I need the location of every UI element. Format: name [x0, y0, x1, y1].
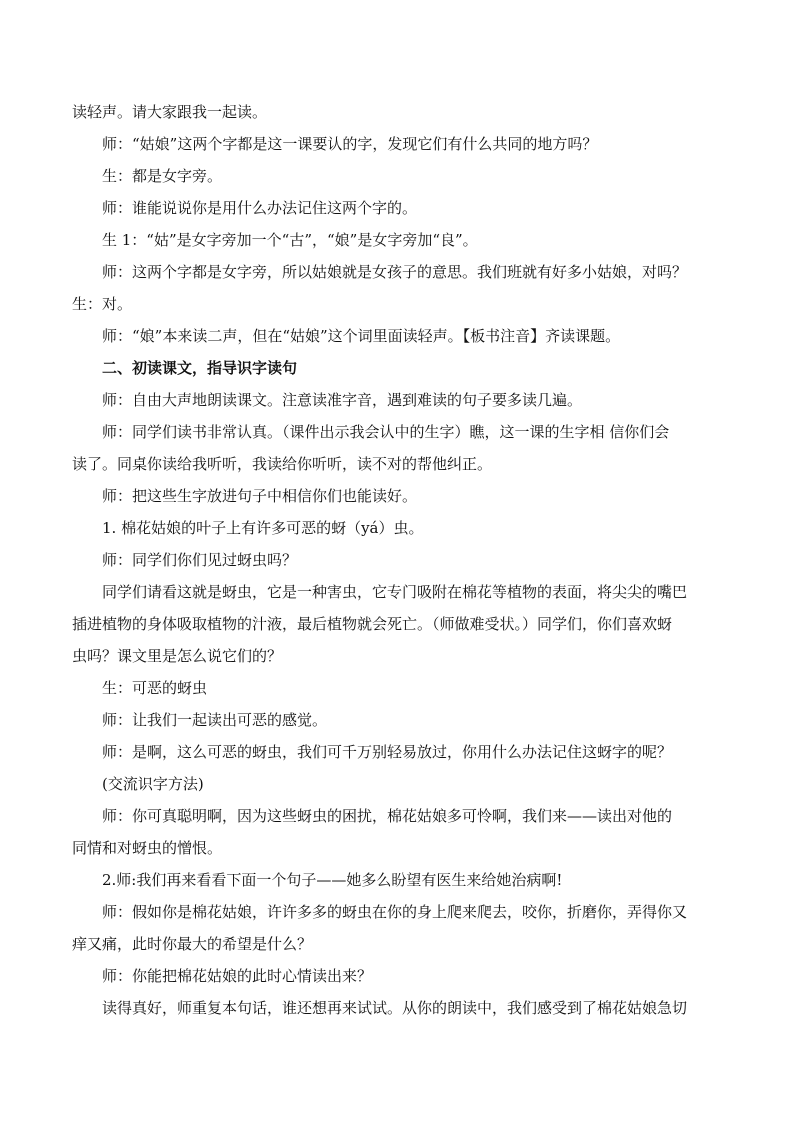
- paragraph-line: (交流识字方法): [102, 775, 204, 793]
- paragraph-line: 师：你能把棉花姑娘的此时心情读出来？: [102, 967, 373, 985]
- section-heading: 二、初读课文，指导识字读句: [102, 359, 298, 377]
- paragraph-line: 1. 棉花姑娘的叶子上有许多可恶的蚜（yá）虫。: [102, 519, 424, 537]
- paragraph-line: 生 1：“姑”是女字旁加一个“古”，“娘”是女字旁加“良”。: [102, 231, 478, 249]
- paragraph-line: 读得真好，师重复本句话，谁还想再来试试。从你的朗读中，我们感受到了棉花姑娘急切: [102, 999, 688, 1017]
- paragraph-line: 读了。同桌你读给我听听，我读给你听听，读不对的帮他纠正。: [72, 455, 493, 473]
- paragraph-line: 师：让我们一起读出可恶的感觉。: [102, 711, 328, 729]
- paragraph-line: 同学们请看这就是蚜虫，它是一种害虫，它专门吸附在棉花等植物的表面，将尖尖的嘴巴: [102, 583, 688, 601]
- paragraph-line: 师：这两个字都是女字旁，所以姑娘就是女孩子的意思。我们班就有好多小姑娘，对吗？: [102, 263, 688, 281]
- paragraph-line: 同情和对蚜虫的憎恨。: [72, 839, 223, 857]
- paragraph-line: 师：是啊，这么可恶的蚜虫，我们可千万别轻易放过，你用什么办法记住这蚜字的呢？: [102, 743, 673, 761]
- paragraph-line: 虫吗？课文里是怎么说它们的？: [72, 647, 283, 665]
- paragraph-line: 生：可恶的蚜虫: [102, 679, 208, 697]
- paragraph-line: 师：假如你是棉花姑娘，许许多多的蚜虫在你的身上爬来爬去，咬你，折磨你，弄得你又: [102, 903, 688, 921]
- paragraph-line: 生：都是女字旁。: [102, 167, 223, 185]
- paragraph-line: 生：对。: [72, 295, 133, 313]
- paragraph-line: 师：“娘”本来读二声，但在“姑娘”这个词里面读轻声。【板书注音】齐读课题。: [102, 327, 621, 345]
- paragraph-line: 师：谁能说说你是用什么办法记住这两个字的。: [102, 199, 418, 217]
- document-body: [72, 96, 724, 1024]
- paragraph-line: 师：同学们读书非常认真。（课件出示我会认中的生字）瞧，这一课的生字相 信你们会: [102, 423, 670, 441]
- paragraph-line: 师：自由大声地朗读课文。注意读准字音，遇到难读的句子要多读几遍。: [102, 391, 583, 409]
- paragraph-line: 师：你可真聪明啊，因为这些蚜虫的困扰，棉花姑娘多可怜啊，我们来——读出对他的: [102, 807, 673, 825]
- paragraph-line: 师：同学们你们见过蚜虫吗？: [102, 551, 298, 569]
- paragraph-line: 插进植物的身体吸取植物的汁液，最后植物就会死亡。（师做难受状。）同学们，你们喜欢蚜: [72, 615, 673, 633]
- paragraph-line: 痒又痛，此时你最大的希望是什么？: [72, 935, 313, 953]
- paragraph-line: 师：把这些生字放进句子中相信你们也能读好。: [102, 487, 418, 505]
- paragraph-line: 读轻声。请大家跟我一起读。: [72, 103, 268, 121]
- paragraph-line: 师：“姑娘”这两个字都是这一课要认的字，发现它们有什么共同的地方吗？: [102, 135, 598, 153]
- paragraph-line: 2.师:我们再来看看下面一个句子——她多么盼望有医生来给她治病啊!: [102, 871, 563, 889]
